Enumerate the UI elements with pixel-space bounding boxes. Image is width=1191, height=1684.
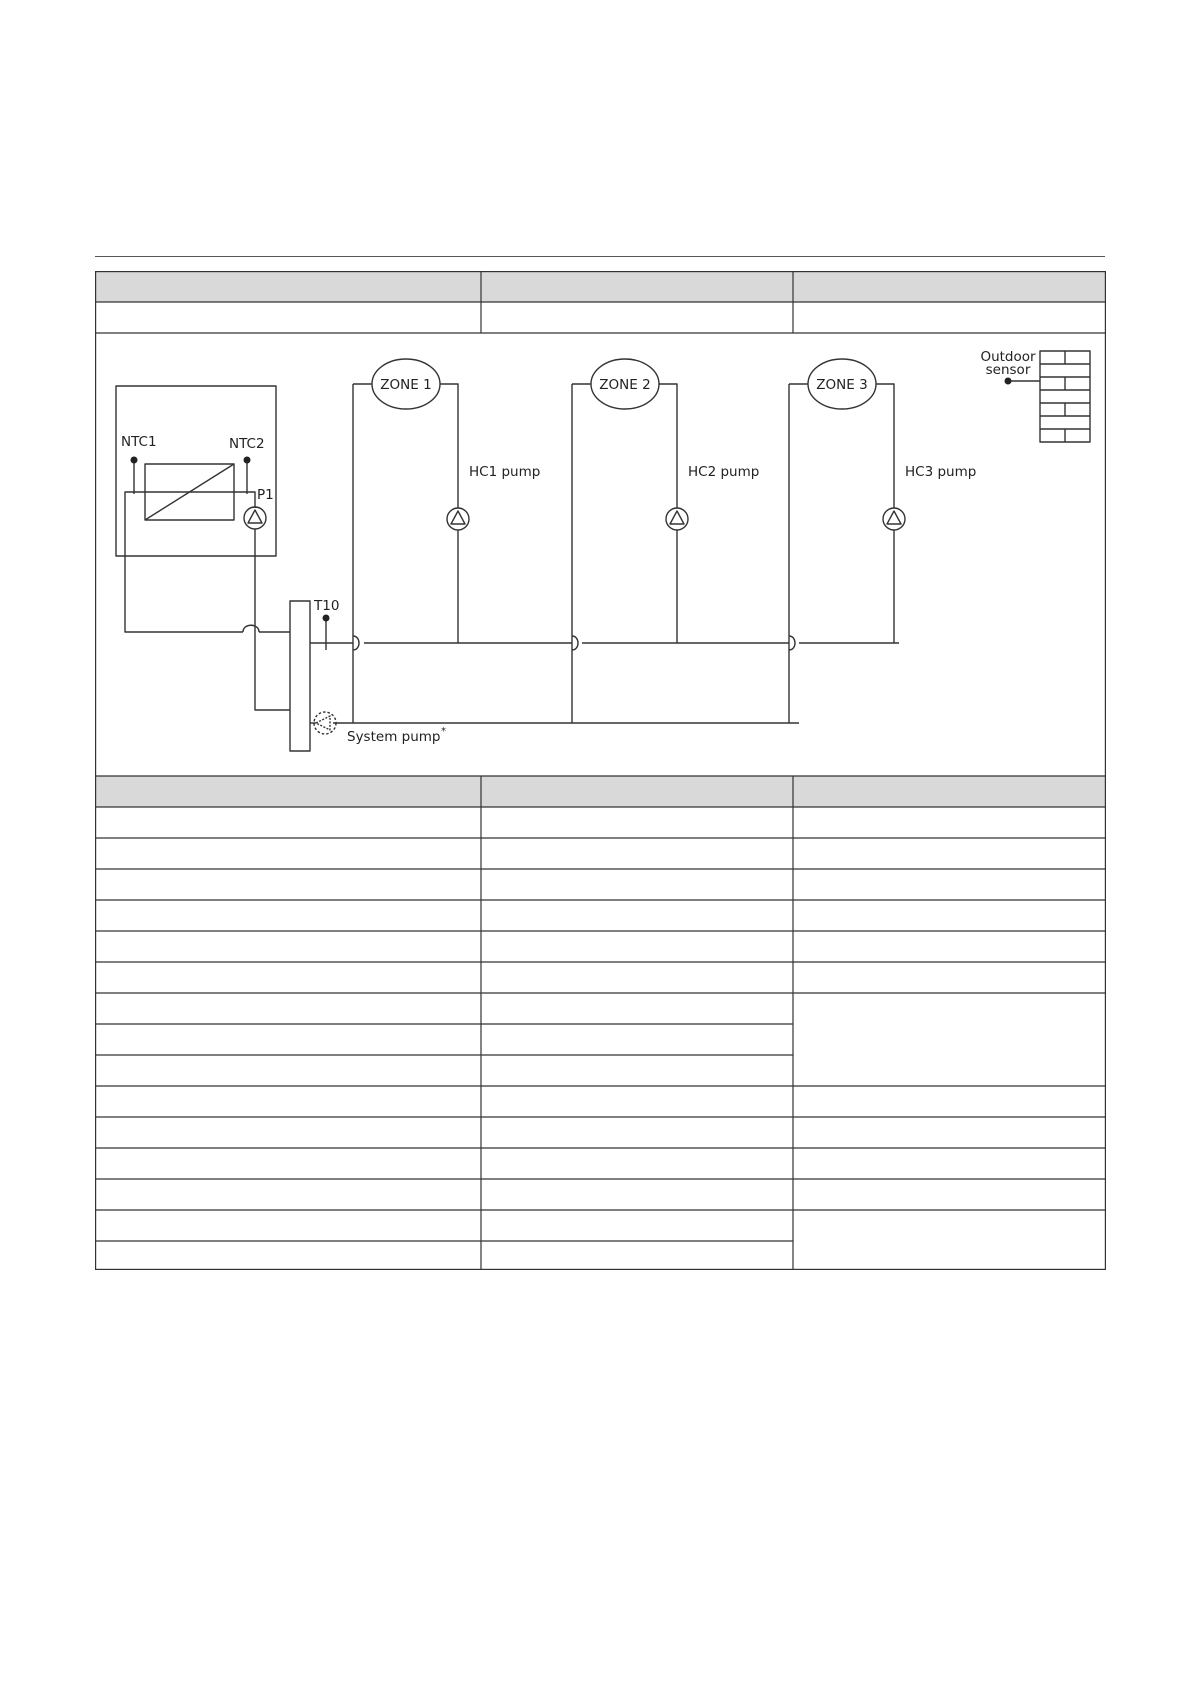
hc3-pump-triangle (887, 511, 901, 524)
ntc1-dot (131, 457, 138, 464)
outdoor-sensor-dot (1005, 378, 1012, 385)
hc1-pump-triangle (451, 511, 465, 524)
crossover-hop-zone2 (572, 636, 578, 650)
crossover-hop-zone3 (789, 636, 795, 650)
zone3-flow-leg (876, 384, 894, 508)
hydraulic-diagram (95, 271, 1106, 776)
zone2-flow-leg (659, 384, 677, 508)
p1-pump-triangle (248, 510, 262, 523)
heat-pump-unit (116, 386, 276, 556)
hc2-pump-label: HC2 pump (688, 464, 760, 480)
crossover-hop-zone1 (353, 636, 359, 650)
outdoor-sensor-label-line2: sensor (985, 362, 1031, 378)
zone2-label: ZONE 2 (599, 377, 651, 393)
system-pump-triangle (316, 716, 330, 730)
t10-label: T10 (314, 598, 340, 614)
zone3-label: ZONE 3 (816, 377, 868, 393)
outdoor-sensor-label-line1: Outdoor (980, 349, 1036, 365)
system-pump-asterisk: * (441, 726, 446, 737)
system-pump-label: System pump (347, 729, 441, 745)
zone1-label: ZONE 1 (380, 377, 432, 393)
unit-return-pipe (125, 522, 243, 632)
crossover-hop-unit (243, 625, 259, 632)
table-header-row-lower (95, 776, 1106, 807)
ntc2-dot (244, 457, 251, 464)
hc2-pump-triangle (670, 511, 684, 524)
top-rule (95, 256, 1105, 257)
t10-dot (323, 615, 330, 622)
spec-table (95, 271, 1106, 1270)
outdoor-wall-icon (1040, 351, 1090, 442)
hc3-pump-label: HC3 pump (905, 464, 977, 480)
ntc2-label: NTC2 (229, 436, 265, 452)
zone1-flow-leg (440, 384, 458, 508)
hydraulic-separator (290, 601, 310, 751)
hc1-pump-label: HC1 pump (469, 464, 541, 480)
ntc1-label: NTC1 (121, 434, 157, 450)
p1-label: P1 (257, 487, 274, 503)
